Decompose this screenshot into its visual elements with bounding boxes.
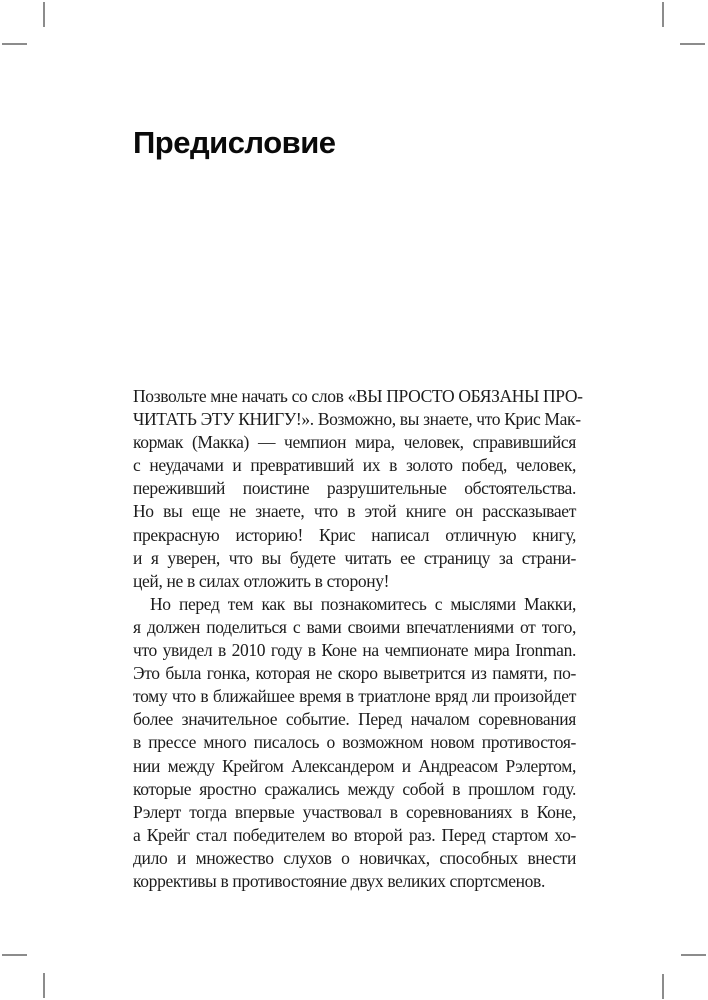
trim-mark-bottom-left-horizontal-icon: [2, 954, 27, 956]
text-line: Рэлерт тогда впервые участвовал в соревнованиях в Коне,: [133, 801, 576, 822]
text-line: я должен поделиться с вами своими впечатлениями от того,: [133, 616, 576, 637]
text-line: Позвольте мне начать со слов «ВЫ ПРОСТО ОБЯЗАНЫ ПРО-: [133, 386, 583, 406]
text-line: переживший поистине разрушительные обстоятельства.: [133, 478, 576, 499]
trim-mark-top-left-horizontal-icon: [2, 43, 27, 45]
text-line: а Крейг стал победителем во второй раз. Перед стартом хо-: [133, 824, 576, 845]
trim-mark-bottom-right-horizontal-icon: [681, 954, 706, 956]
text-line: которые яростно сражались между собой в прошлом году.: [133, 778, 576, 799]
text-line: с неудачами и превративший их в золото побед, человек,: [133, 455, 576, 476]
text-line: Но перед тем как вы познакомитесь с мыслями Макки,: [150, 593, 576, 614]
body-text: [133, 385, 583, 893]
trim-mark-bottom-left-vertical-icon: [43, 973, 45, 998]
text-line: нии между Крейгом Александером и Андреасом Рэлертом,: [133, 755, 576, 776]
text-line: коррективы в противостояние двух великих спортсменов.: [133, 870, 545, 891]
text-line: что увидел в 2010 году в Коне на чемпионате мира Ironman.: [133, 640, 576, 661]
trim-mark-top-left-vertical-icon: [43, 2, 45, 27]
text-line: цей, не в силах отложить в сторону!: [133, 570, 390, 591]
text-line: дило и множество слухов о новичках, способных внести: [133, 847, 576, 868]
text-line: ЧИТАТЬ ЭТУ КНИГУ!». Возможно, вы знаете, что Крис Мак-: [133, 409, 581, 430]
trim-mark-top-right-horizontal-icon: [680, 43, 705, 45]
text-line: тому что в ближайшее время в триатлоне вряд ли произойдет: [133, 686, 576, 707]
text-line: в прессе много писалось о возможном новом противостоя-: [133, 732, 576, 753]
trim-mark-top-right-vertical-icon: [662, 2, 664, 27]
text-line: более значительное событие. Перед началом соревнования: [133, 709, 576, 730]
text-line: Но вы еще не знаете, что в этой книге он рассказывает: [133, 501, 576, 522]
text-line: кормак (Макка) — чемпион мира, человек, справившийся: [133, 432, 576, 453]
text-line: Это была гонка, которая не скоро выветрится из памяти, по-: [133, 663, 576, 684]
trim-mark-bottom-right-vertical-icon: [662, 974, 664, 999]
chapter-title: Предисловие: [133, 125, 336, 160]
text-line: прекрасную историю! Крис написал отличную книгу,: [133, 524, 576, 545]
text-line: и я уверен, что вы будете читать ее страницу за страни-: [133, 547, 576, 568]
